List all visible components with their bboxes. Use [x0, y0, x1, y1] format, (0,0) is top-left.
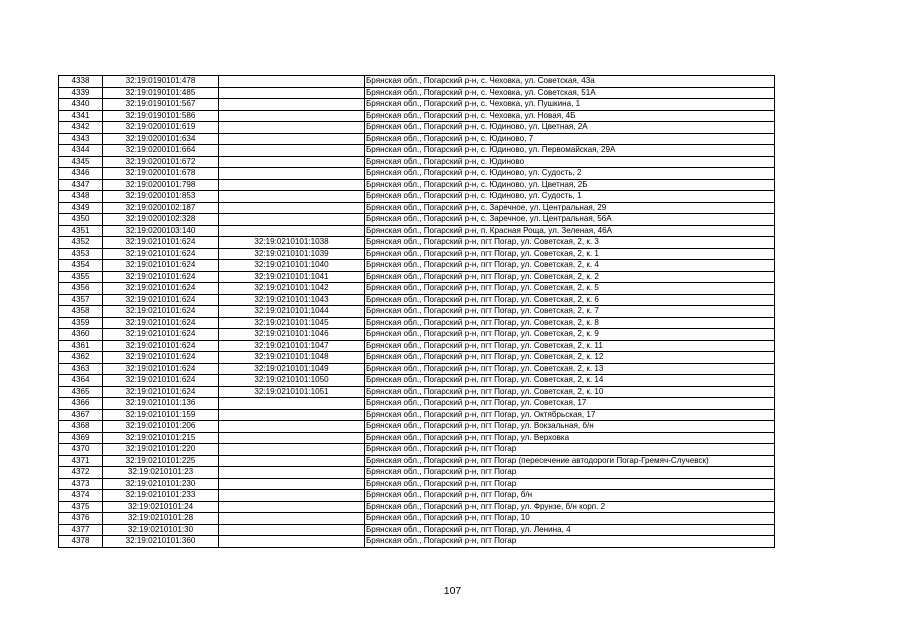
cadastral-number-cell: 32:19:0210101:624 — [103, 283, 219, 295]
cadastral-number-cell: 32:19:0210101:624 — [103, 386, 219, 398]
row-number-cell: 4372 — [59, 467, 103, 479]
cadastral-number-cell: 32:19:0210101:624 — [103, 375, 219, 387]
table-row — [59, 133, 775, 145]
related-cadastral-number-cell — [219, 467, 365, 479]
address-cell: Брянская обл., Погарский р-н, пгт Погар, ул. Фрунзе, б/н корп. 2 — [365, 501, 775, 513]
table-row — [59, 432, 775, 444]
address-cell: Брянская обл., Погарский р-н, пгт Погар, ул. Советская, 2, к. 5 — [365, 283, 775, 295]
property-table — [58, 75, 775, 548]
address-cell: Брянская обл., Погарский р-н, с. Юдиново, ул. Цветная, 2Б — [365, 179, 775, 191]
related-cadastral-number-cell — [219, 191, 365, 203]
row-number-cell: 4358 — [59, 306, 103, 318]
address-cell: Брянская обл., Погарский р-н, п. Красная Роща, ул. Зеленая, 46А — [365, 225, 775, 237]
row-number-cell: 4371 — [59, 455, 103, 467]
table-body — [59, 76, 775, 548]
row-number-cell: 4368 — [59, 421, 103, 433]
address-cell: Брянская обл., Погарский р-н, пгт Погар, ул. Ленина, 4 — [365, 524, 775, 536]
related-cadastral-number-cell: 32:19:0210101:1045 — [219, 317, 365, 329]
row-number-cell: 4362 — [59, 352, 103, 364]
address-cell: Брянская обл., Погарский р-н, пгт Погар, ул. Советская, 2, к. 10 — [365, 386, 775, 398]
cadastral-number-cell: 32:19:0210101:136 — [103, 398, 219, 410]
cadastral-number-cell: 32:19:0200101:619 — [103, 122, 219, 134]
related-cadastral-number-cell: 32:19:0210101:1048 — [219, 352, 365, 364]
address-cell: Брянская обл., Погарский р-н, с. Заречное, ул. Центральная, 56А — [365, 214, 775, 226]
cadastral-number-cell: 32:19:0210101:159 — [103, 409, 219, 421]
table-row — [59, 237, 775, 249]
address-cell: Брянская обл., Погарский р-н, с. Чеховка, ул. Советская, 43а — [365, 76, 775, 88]
table-row — [59, 363, 775, 375]
row-number-cell: 4364 — [59, 375, 103, 387]
row-number-cell: 4341 — [59, 110, 103, 122]
table-row — [59, 409, 775, 421]
address-cell: Брянская обл., Погарский р-н, пгт Погар — [365, 467, 775, 479]
table-row — [59, 87, 775, 99]
cadastral-number-cell: 32:19:0190101:586 — [103, 110, 219, 122]
cadastral-number-cell: 32:19:0200101:672 — [103, 156, 219, 168]
table-row — [59, 225, 775, 237]
cadastral-number-cell: 32:19:0210101:360 — [103, 536, 219, 548]
table-row — [59, 513, 775, 525]
row-number-cell: 4355 — [59, 271, 103, 283]
table-row — [59, 478, 775, 490]
related-cadastral-number-cell: 32:19:0210101:1040 — [219, 260, 365, 272]
address-cell: Брянская обл., Погарский р-н, с. Чеховка, ул. Новая, 4Б — [365, 110, 775, 122]
cadastral-number-cell: 32:19:0210101:206 — [103, 421, 219, 433]
row-number-cell: 4375 — [59, 501, 103, 513]
related-cadastral-number-cell — [219, 501, 365, 513]
address-cell: Брянская обл., Погарский р-н, с. Юдиново, ул. Судость, 2 — [365, 168, 775, 180]
cadastral-number-cell: 32:19:0210101:624 — [103, 248, 219, 260]
cadastral-number-cell: 32:19:0210101:624 — [103, 329, 219, 341]
related-cadastral-number-cell — [219, 156, 365, 168]
address-cell: Брянская обл., Погарский р-н, пгт Погар — [365, 444, 775, 456]
table-row — [59, 156, 775, 168]
address-cell: Брянская обл., Погарский р-н, пгт Погар, ул. Советская, 2, к. 14 — [365, 375, 775, 387]
table-row — [59, 168, 775, 180]
row-number-cell: 4370 — [59, 444, 103, 456]
row-number-cell: 4376 — [59, 513, 103, 525]
related-cadastral-number-cell: 32:19:0210101:1050 — [219, 375, 365, 387]
row-number-cell: 4338 — [59, 76, 103, 88]
table-row — [59, 375, 775, 387]
cadastral-number-cell: 32:19:0210101:215 — [103, 432, 219, 444]
row-number-cell: 4348 — [59, 191, 103, 203]
cadastral-number-cell: 32:19:0210101:624 — [103, 363, 219, 375]
address-cell: Брянская обл., Погарский р-н, пгт Погар, 10 — [365, 513, 775, 525]
address-cell: Брянская обл., Погарский р-н, пгт Погар, ул. Советская, 2, к. 12 — [365, 352, 775, 364]
address-cell: Брянская обл., Погарский р-н, пгт Погар, ул. Советская, 2, к. 3 — [365, 237, 775, 249]
row-number-cell: 4378 — [59, 536, 103, 548]
row-number-cell: 4365 — [59, 386, 103, 398]
cadastral-number-cell: 32:19:0210101:624 — [103, 352, 219, 364]
related-cadastral-number-cell — [219, 110, 365, 122]
related-cadastral-number-cell: 32:19:0210101:1038 — [219, 237, 365, 249]
table-row — [59, 421, 775, 433]
cadastral-number-cell: 32:19:0190101:567 — [103, 99, 219, 111]
row-number-cell: 4356 — [59, 283, 103, 295]
address-cell: Брянская обл., Погарский р-н, с. Юдиново — [365, 156, 775, 168]
cadastral-number-cell: 32:19:0200101:853 — [103, 191, 219, 203]
related-cadastral-number-cell — [219, 444, 365, 456]
row-number-cell: 4367 — [59, 409, 103, 421]
address-cell: Брянская обл., Погарский р-н, пгт Погар, ул. Советская, 2, к. 2 — [365, 271, 775, 283]
row-number-cell: 4342 — [59, 122, 103, 134]
address-cell: Брянская обл., Погарский р-н, пгт Погар, ул. Советская, 2, к. 1 — [365, 248, 775, 260]
address-cell: Брянская обл., Погарский р-н, с. Заречное, ул. Центральная, 29 — [365, 202, 775, 214]
table-row — [59, 386, 775, 398]
related-cadastral-number-cell: 32:19:0210101:1047 — [219, 340, 365, 352]
related-cadastral-number-cell — [219, 122, 365, 134]
row-number-cell: 4349 — [59, 202, 103, 214]
row-number-cell: 4345 — [59, 156, 103, 168]
table-row — [59, 294, 775, 306]
address-cell: Брянская обл., Погарский р-н, пгт Погар, ул. Советская, 2, к. 4 — [365, 260, 775, 272]
row-number-cell: 4360 — [59, 329, 103, 341]
cadastral-number-cell: 32:19:0200102:328 — [103, 214, 219, 226]
address-cell: Брянская обл., Погарский р-н, пгт Погар, б/н — [365, 490, 775, 502]
address-cell: Брянская обл., Погарский р-н, пгт Погар, ул. Советская, 2, к. 13 — [365, 363, 775, 375]
cadastral-number-cell: 32:19:0210101:24 — [103, 501, 219, 513]
row-number-cell: 4354 — [59, 260, 103, 272]
cadastral-number-cell: 32:19:0200101:634 — [103, 133, 219, 145]
related-cadastral-number-cell — [219, 421, 365, 433]
table-row — [59, 352, 775, 364]
table-row — [59, 306, 775, 318]
related-cadastral-number-cell — [219, 145, 365, 157]
row-number-cell: 4352 — [59, 237, 103, 249]
row-number-cell: 4363 — [59, 363, 103, 375]
address-cell: Брянская обл., Погарский р-н, с. Юдиново, ул. Судость, 1 — [365, 191, 775, 203]
related-cadastral-number-cell — [219, 490, 365, 502]
cadastral-number-cell: 32:19:0210101:624 — [103, 294, 219, 306]
row-number-cell: 4369 — [59, 432, 103, 444]
cadastral-number-cell: 32:19:0200101:798 — [103, 179, 219, 191]
row-number-cell: 4374 — [59, 490, 103, 502]
address-cell: Брянская обл., Погарский р-н, с. Чеховка, ул. Советская, 51А — [365, 87, 775, 99]
related-cadastral-number-cell — [219, 409, 365, 421]
cadastral-number-cell: 32:19:0210101:233 — [103, 490, 219, 502]
table-row — [59, 536, 775, 548]
table-row — [59, 467, 775, 479]
table-row — [59, 179, 775, 191]
related-cadastral-number-cell — [219, 179, 365, 191]
cadastral-number-cell: 32:19:0210101:28 — [103, 513, 219, 525]
row-number-cell: 4361 — [59, 340, 103, 352]
table-row — [59, 145, 775, 157]
table-row — [59, 283, 775, 295]
row-number-cell: 4353 — [59, 248, 103, 260]
related-cadastral-number-cell — [219, 168, 365, 180]
row-number-cell: 4357 — [59, 294, 103, 306]
related-cadastral-number-cell: 32:19:0210101:1044 — [219, 306, 365, 318]
related-cadastral-number-cell: 32:19:0210101:1043 — [219, 294, 365, 306]
cadastral-number-cell: 32:19:0200103:140 — [103, 225, 219, 237]
row-number-cell: 4347 — [59, 179, 103, 191]
related-cadastral-number-cell — [219, 214, 365, 226]
table-row — [59, 110, 775, 122]
table-row — [59, 122, 775, 134]
cadastral-number-cell: 32:19:0210101:624 — [103, 260, 219, 272]
address-cell: Брянская обл., Погарский р-н, пгт Погар (пересечение автодороги Погар-Гремяч-Случевск) — [365, 455, 775, 467]
cadastral-number-cell: 32:19:0190101:485 — [103, 87, 219, 99]
table-row — [59, 214, 775, 226]
related-cadastral-number-cell — [219, 225, 365, 237]
cadastral-number-cell: 32:19:0210101:624 — [103, 271, 219, 283]
row-number-cell: 4344 — [59, 145, 103, 157]
related-cadastral-number-cell — [219, 478, 365, 490]
table-row — [59, 340, 775, 352]
related-cadastral-number-cell: 32:19:0210101:1039 — [219, 248, 365, 260]
table-row — [59, 501, 775, 513]
row-number-cell: 4351 — [59, 225, 103, 237]
table-row — [59, 455, 775, 467]
related-cadastral-number-cell — [219, 99, 365, 111]
cadastral-number-cell: 32:19:0210101:624 — [103, 237, 219, 249]
address-cell: Брянская обл., Погарский р-н, пгт Погар, ул. Советская, 2, к. 6 — [365, 294, 775, 306]
table-row — [59, 260, 775, 272]
cadastral-number-cell: 32:19:0190101:478 — [103, 76, 219, 88]
address-cell: Брянская обл., Погарский р-н, пгт Погар, ул. Советская, 2, к. 8 — [365, 317, 775, 329]
address-cell: Брянская обл., Погарский р-н, с. Юдиново, ул. Цветная, 2А — [365, 122, 775, 134]
cadastral-number-cell: 32:19:0210101:225 — [103, 455, 219, 467]
related-cadastral-number-cell — [219, 87, 365, 99]
cadastral-number-cell: 32:19:0200101:678 — [103, 168, 219, 180]
table-row — [59, 398, 775, 410]
cadastral-number-cell: 32:19:0210101:220 — [103, 444, 219, 456]
related-cadastral-number-cell: 32:19:0210101:1051 — [219, 386, 365, 398]
cadastral-number-cell: 32:19:0210101:230 — [103, 478, 219, 490]
related-cadastral-number-cell: 32:19:0210101:1042 — [219, 283, 365, 295]
address-cell: Брянская обл., Погарский р-н, с. Юдиново, ул. Первомайская, 29А — [365, 145, 775, 157]
address-cell: Брянская обл., Погарский р-н, пгт Погар, ул. Октябрьская, 17 — [365, 409, 775, 421]
related-cadastral-number-cell: 32:19:0210101:1041 — [219, 271, 365, 283]
address-cell: Брянская обл., Погарский р-н, пгт Погар — [365, 536, 775, 548]
table-row — [59, 329, 775, 341]
row-number-cell: 4366 — [59, 398, 103, 410]
address-cell: Брянская обл., Погарский р-н, с. Юдиново, 7 — [365, 133, 775, 145]
related-cadastral-number-cell — [219, 76, 365, 88]
cadastral-number-cell: 32:19:0210101:23 — [103, 467, 219, 479]
related-cadastral-number-cell — [219, 536, 365, 548]
table-row — [59, 317, 775, 329]
table-row — [59, 99, 775, 111]
related-cadastral-number-cell — [219, 133, 365, 145]
table-row — [59, 490, 775, 502]
address-cell: Брянская обл., Погарский р-н, пгт Погар — [365, 478, 775, 490]
row-number-cell: 4359 — [59, 317, 103, 329]
table-row — [59, 248, 775, 260]
row-number-cell: 4377 — [59, 524, 103, 536]
related-cadastral-number-cell: 32:19:0210101:1046 — [219, 329, 365, 341]
cadastral-number-cell: 32:19:0200101:664 — [103, 145, 219, 157]
related-cadastral-number-cell — [219, 455, 365, 467]
table-row — [59, 524, 775, 536]
row-number-cell: 4343 — [59, 133, 103, 145]
related-cadastral-number-cell: 32:19:0210101:1049 — [219, 363, 365, 375]
address-cell: Брянская обл., Погарский р-н, пгт Погар, ул. Вокзальная, б/н — [365, 421, 775, 433]
table-row — [59, 271, 775, 283]
table-row — [59, 191, 775, 203]
row-number-cell: 4339 — [59, 87, 103, 99]
related-cadastral-number-cell — [219, 432, 365, 444]
cadastral-number-cell: 32:19:0200102:187 — [103, 202, 219, 214]
cadastral-number-cell: 32:19:0210101:624 — [103, 340, 219, 352]
cadastral-number-cell: 32:19:0210101:624 — [103, 317, 219, 329]
page-number: 107 — [443, 585, 462, 597]
address-cell: Брянская обл., Погарский р-н, пгт Погар, ул. Верховка — [365, 432, 775, 444]
table-row — [59, 444, 775, 456]
address-cell: Брянская обл., Погарский р-н, с. Чеховка, ул. Пушкина, 1 — [365, 99, 775, 111]
address-cell: Брянская обл., Погарский р-н, пгт Погар, ул. Советская, 2, к. 11 — [365, 340, 775, 352]
related-cadastral-number-cell — [219, 524, 365, 536]
row-number-cell: 4346 — [59, 168, 103, 180]
row-number-cell: 4340 — [59, 99, 103, 111]
address-cell: Брянская обл., Погарский р-н, пгт Погар, ул. Советская, 2, к. 9 — [365, 329, 775, 341]
row-number-cell: 4350 — [59, 214, 103, 226]
address-cell: Брянская обл., Погарский р-н, пгт Погар, ул. Советская, 2, к. 7 — [365, 306, 775, 318]
cadastral-number-cell: 32:19:0210101:624 — [103, 306, 219, 318]
related-cadastral-number-cell — [219, 202, 365, 214]
cadastral-number-cell: 32:19:0210101:30 — [103, 524, 219, 536]
table-row — [59, 76, 775, 88]
related-cadastral-number-cell — [219, 513, 365, 525]
table-row — [59, 202, 775, 214]
row-number-cell: 4373 — [59, 478, 103, 490]
related-cadastral-number-cell — [219, 398, 365, 410]
address-cell: Брянская обл., Погарский р-н, пгт Погар, ул. Советская, 17 — [365, 398, 775, 410]
